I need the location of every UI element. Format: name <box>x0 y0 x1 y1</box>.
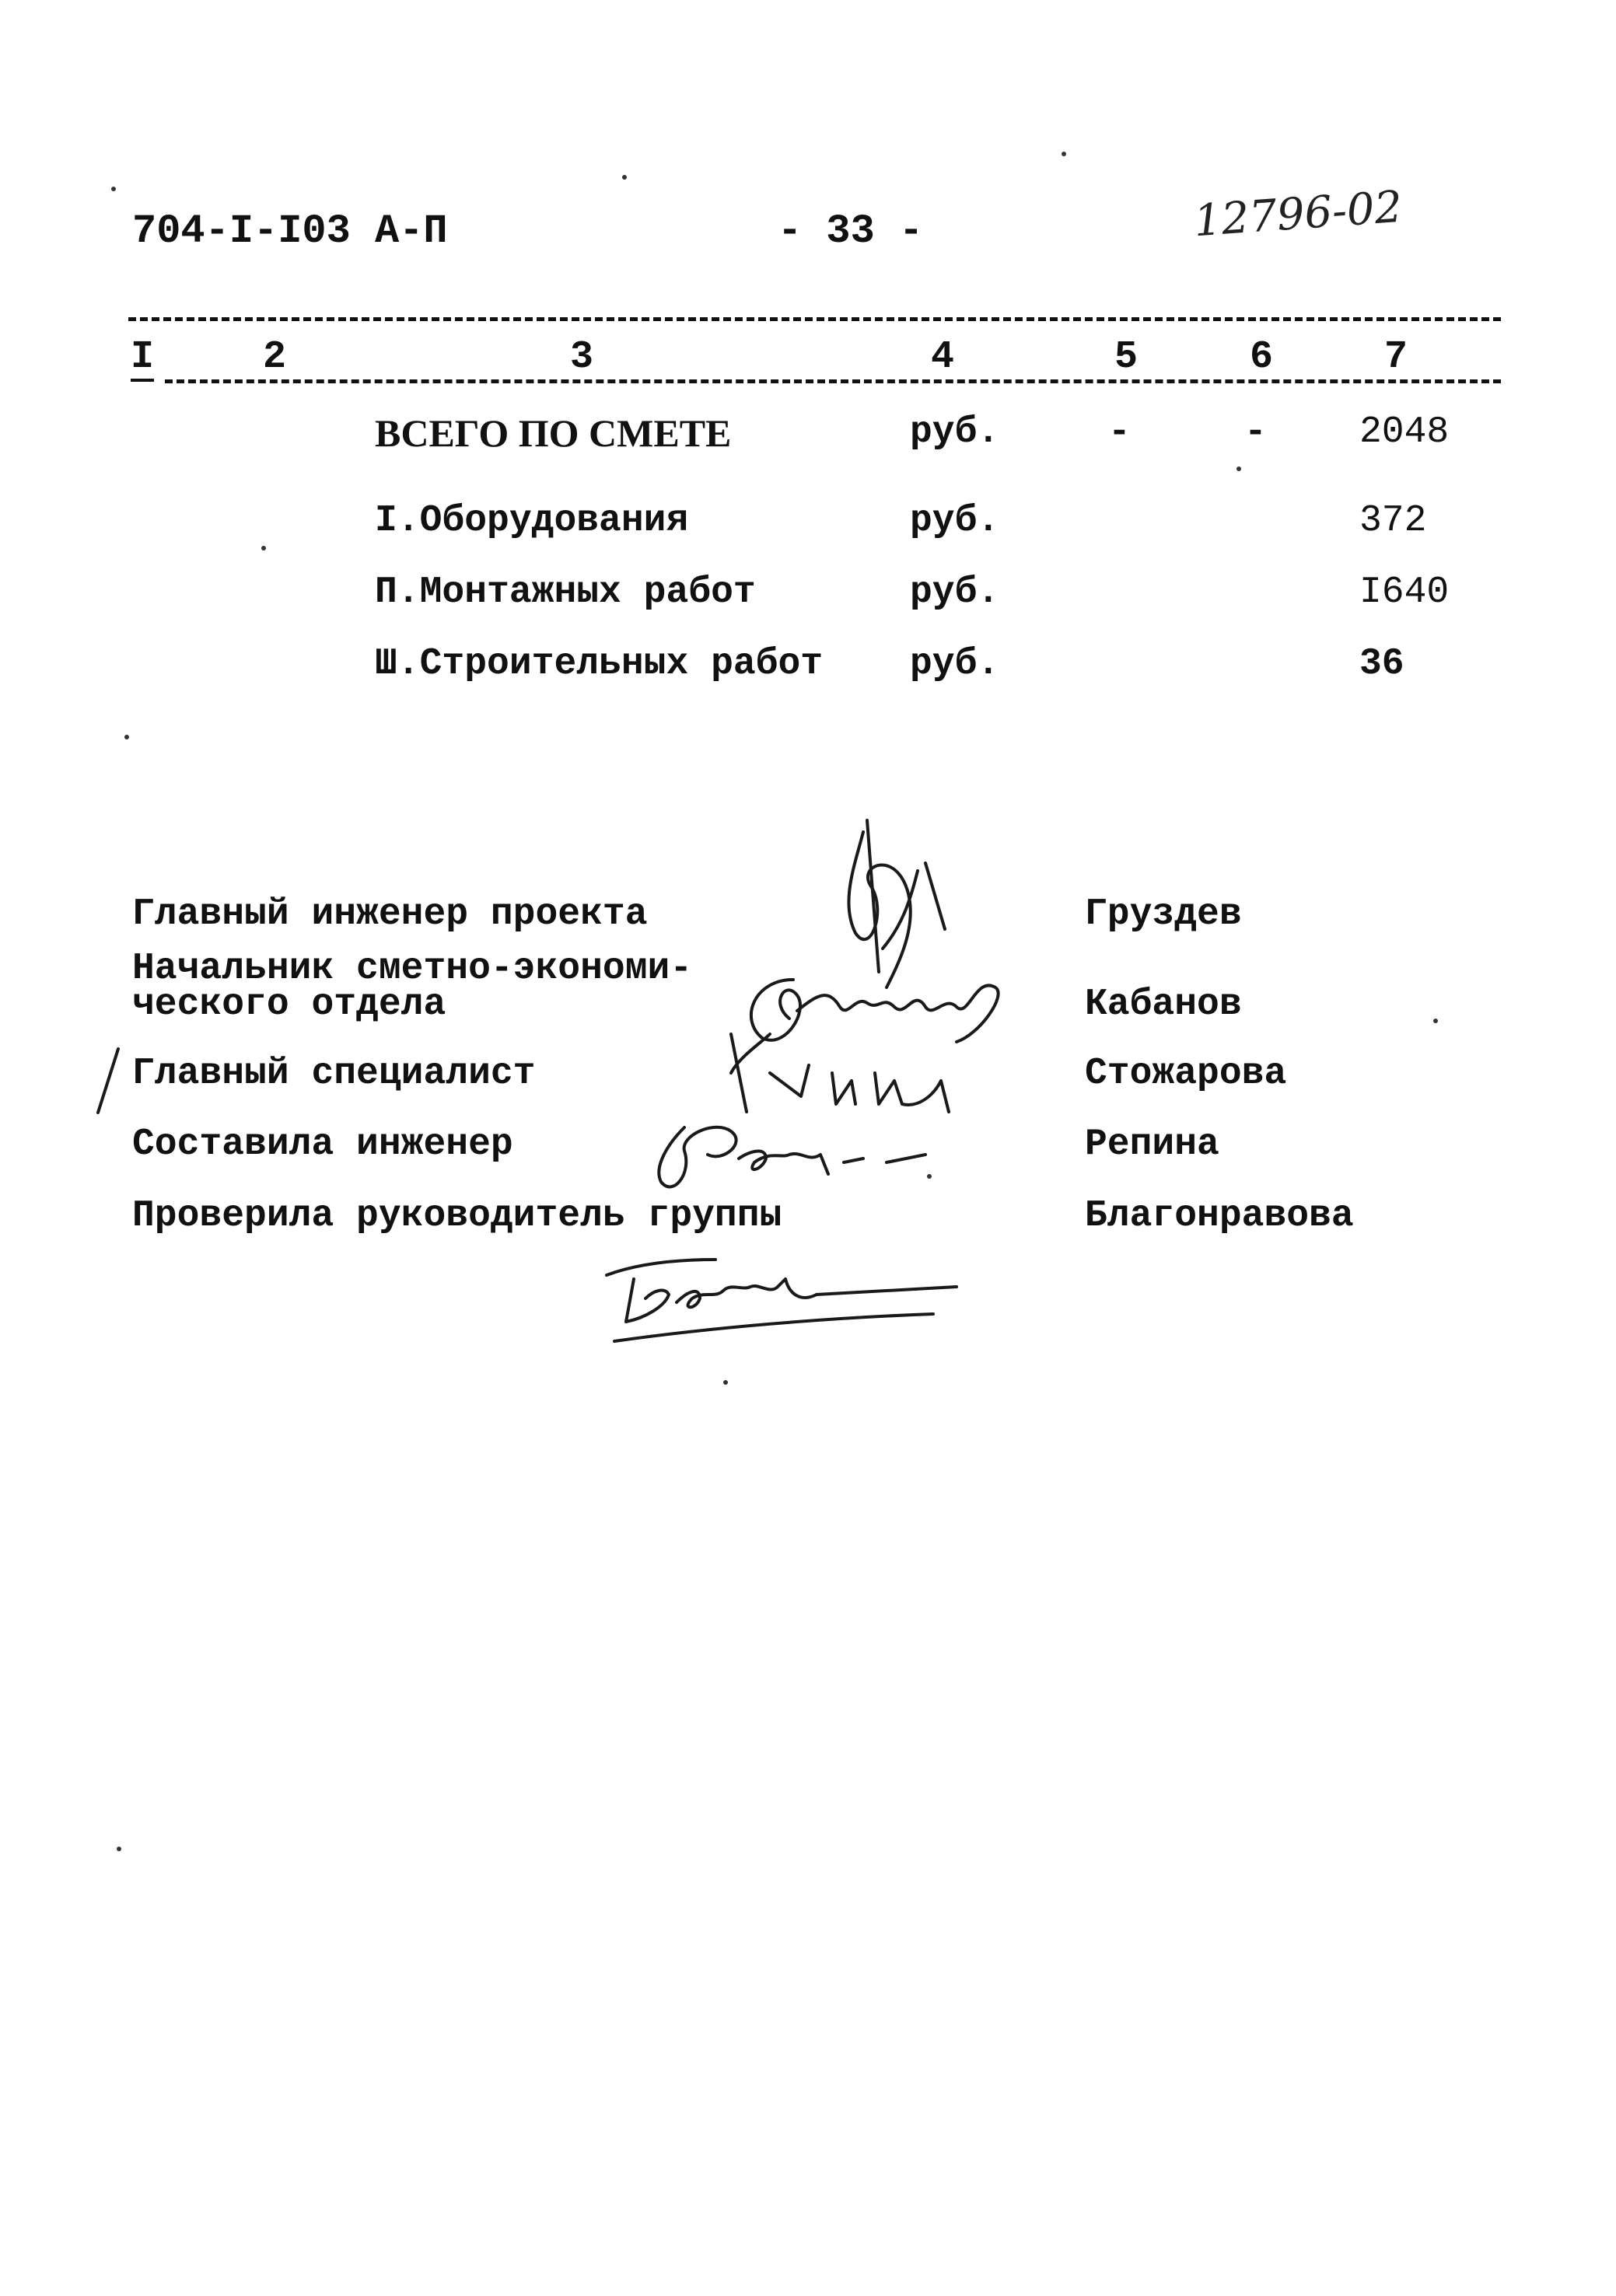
scan-speck <box>1062 152 1066 156</box>
col-number-4: 4 <box>931 335 955 379</box>
scan-speck <box>723 1380 728 1385</box>
handwritten-number: 12796-02 <box>1192 181 1404 247</box>
scan-speck <box>261 546 266 550</box>
page-number: - 33 - <box>778 208 924 254</box>
row-installation-unit: руб. <box>910 571 1000 613</box>
row-installation-name: П.Монтажных работ <box>375 571 756 613</box>
row-total-name: ВСЕГО ПО СМЕТЕ <box>375 411 732 455</box>
name-blagonravova: Благонравова <box>1085 1195 1354 1237</box>
margin-slash-mark <box>93 1046 124 1116</box>
row-total-col6: - <box>1244 411 1267 453</box>
name-kabanov: Кабанов <box>1085 984 1242 1026</box>
scan-speck <box>1236 467 1241 471</box>
name-repina: Репина <box>1085 1124 1219 1165</box>
scan-speck <box>124 735 129 739</box>
row-construction-name: Ш.Строительных работ <box>375 643 824 685</box>
sheet-ref: А-П <box>375 208 448 254</box>
position-chief-engineer: Главный инженер проекта <box>132 893 648 935</box>
row-installation-value: I640 <box>1359 571 1450 613</box>
row-total-value: 2048 <box>1359 411 1450 453</box>
scan-speck <box>1433 1019 1438 1023</box>
col-number-5: 5 <box>1114 335 1139 379</box>
position-chief-specialist: Главный специалист <box>132 1053 536 1095</box>
row-construction-value: 36 <box>1359 643 1404 685</box>
col-number-1: I <box>131 338 154 382</box>
col-number-3: 3 <box>570 335 594 379</box>
row-equipment-unit: руб. <box>910 500 1000 542</box>
scan-speck <box>111 187 116 191</box>
col-number-6: 6 <box>1250 335 1274 379</box>
table-header-rule <box>165 379 1501 383</box>
col-number-7: 7 <box>1384 335 1408 379</box>
col-number-2: 2 <box>263 335 287 379</box>
name-stozharova: Стожарова <box>1085 1053 1287 1095</box>
row-total-col5: - <box>1108 411 1131 453</box>
name-gruzdev: Груздев <box>1085 893 1242 935</box>
row-construction-unit: руб. <box>910 643 1000 685</box>
scan-speck <box>117 1847 121 1851</box>
position-head-estimate-dept-line2: ческого отдела <box>132 984 446 1026</box>
scan-speck <box>927 1174 932 1179</box>
doc-code: 704-I-I03 <box>132 208 351 254</box>
row-equipment-value: 372 <box>1359 500 1427 542</box>
row-total-unit: руб. <box>910 411 1000 453</box>
row-equipment-name: I.Оборудования <box>375 500 689 542</box>
signature-blagonravova <box>591 1236 980 1353</box>
position-compiled-by: Составила инженер <box>132 1124 513 1165</box>
scan-speck <box>622 175 627 180</box>
table-top-rule <box>128 317 1501 321</box>
position-checked-by: Проверила руководитель группы <box>132 1195 782 1237</box>
signature-repina <box>638 1104 949 1197</box>
position-head-estimate-dept: Начальник сметно-экономи- <box>132 948 693 990</box>
